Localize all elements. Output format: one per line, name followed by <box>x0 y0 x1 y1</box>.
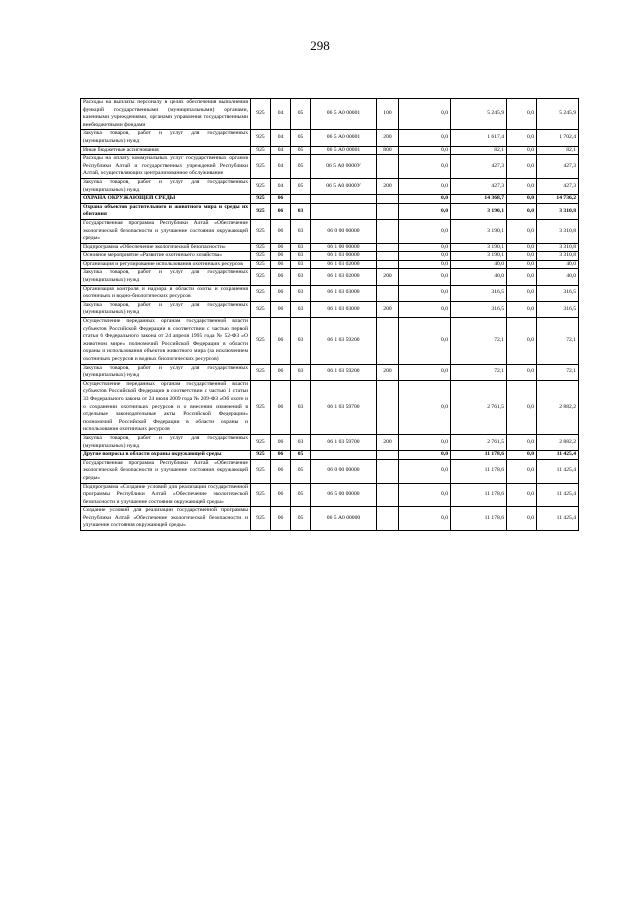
row-name-cell: Закупка товаров, работ и услуг для государственных (муниципальных) нужд <box>81 130 251 146</box>
table-row <box>81 507 579 531</box>
subsection-cell: 03 <box>291 269 311 285</box>
subsection-cell: 05 <box>291 483 311 507</box>
table-row <box>81 380 579 434</box>
amount-3-cell: 0,0 <box>507 269 537 285</box>
amount-3-cell: 0,0 <box>507 130 537 146</box>
amount-4-cell: 427,3 <box>537 155 579 179</box>
amount-1-cell: 0,0 <box>399 155 451 179</box>
budget-table <box>80 98 579 531</box>
expense-type-cell: 200 <box>377 178 399 194</box>
amount-4-cell: 11 425,4 <box>537 507 579 531</box>
amount-1-cell: 0,0 <box>399 195 451 204</box>
section-cell: 04 <box>271 178 291 194</box>
amount-2-cell: 2 761,5 <box>451 380 507 434</box>
section-cell: 04 <box>271 155 291 179</box>
subsection-cell: 03 <box>291 301 311 317</box>
amount-2-cell: 3 190,1 <box>451 219 507 243</box>
section-cell: 06 <box>271 483 291 507</box>
subsection-cell <box>291 195 311 204</box>
grbs-cell: 925 <box>251 434 271 450</box>
expense-type-cell <box>377 459 399 483</box>
amount-3-cell: 0,0 <box>507 219 537 243</box>
amount-3-cell: 0,0 <box>507 146 537 155</box>
subsection-cell: 05 <box>291 459 311 483</box>
amount-1-cell: 0,0 <box>399 434 451 450</box>
amount-1-cell: 0,0 <box>399 285 451 301</box>
expense-type-cell: 800 <box>377 146 399 155</box>
table-row <box>81 219 579 243</box>
subsection-cell: 05 <box>291 155 311 179</box>
amount-4-cell: 316,5 <box>537 285 579 301</box>
row-name-cell: Расходы на выплаты персоналу в целях обеспечения выполнения функций государственными (муниципальными) органами, казенными учреждениями, органами управления государственными внебюджетными фондами <box>81 99 251 130</box>
grbs-cell: 925 <box>251 301 271 317</box>
subsection-cell: 03 <box>291 434 311 450</box>
amount-2-cell: 72,1 <box>451 318 507 365</box>
section-cell: 06 <box>271 459 291 483</box>
amount-1-cell: 0,0 <box>399 130 451 146</box>
amount-4-cell: 40,0 <box>537 260 579 269</box>
table-row <box>81 285 579 301</box>
target-article-cell: 06 0 00 00000 <box>311 459 377 483</box>
amount-1-cell: 0,0 <box>399 203 451 219</box>
grbs-cell: 925 <box>251 146 271 155</box>
amount-4-cell: 316,5 <box>537 301 579 317</box>
amount-3-cell: 0,0 <box>507 260 537 269</box>
amount-1-cell: 0,0 <box>399 260 451 269</box>
target-article-cell: 06 1 03 59700 <box>311 434 377 450</box>
row-name-cell: Осуществление переданных органам государственной власти субъектов Российской Федерации в соответствии с частью первой статьи 6 Федерального закона от 24 апреля 1995 года № 52-ФЗ «О животном мире» полномочий Российской Федерации в области охраны и использования объектов животного мира (за исключением охотничьих ресурсов и водных биологических ресурсов) <box>81 318 251 365</box>
subsection-cell: 03 <box>291 318 311 365</box>
amount-1-cell: 0,0 <box>399 318 451 365</box>
grbs-cell: 925 <box>251 252 271 261</box>
table-row <box>81 243 579 252</box>
section-cell: 04 <box>271 99 291 130</box>
amount-2-cell: 11 178,6 <box>451 483 507 507</box>
section-cell: 04 <box>271 146 291 155</box>
amount-1-cell: 0,0 <box>399 146 451 155</box>
amount-4-cell: 3 310,8 <box>537 243 579 252</box>
target-article-cell: 06 5 00 00000 <box>311 483 377 507</box>
amount-4-cell: 11 425,4 <box>537 451 579 460</box>
amount-4-cell: 14 736,2 <box>537 195 579 204</box>
grbs-cell: 925 <box>251 219 271 243</box>
grbs-cell: 925 <box>251 459 271 483</box>
target-article-cell: 06 1 03 59700 <box>311 380 377 434</box>
subsection-cell: 05 <box>291 507 311 531</box>
grbs-cell: 925 <box>251 451 271 460</box>
amount-4-cell: 1 702,4 <box>537 130 579 146</box>
subsection-cell: 03 <box>291 260 311 269</box>
amount-1-cell: 0,0 <box>399 459 451 483</box>
row-name-cell: Основное мероприятие «Развитие охотничьего хозяйства» <box>81 252 251 261</box>
grbs-cell: 925 <box>251 99 271 130</box>
expense-type-cell <box>377 318 399 365</box>
amount-4-cell: 72,1 <box>537 364 579 380</box>
table-row <box>81 252 579 261</box>
table-row <box>81 260 579 269</box>
amount-4-cell: 427,3 <box>537 178 579 194</box>
section-cell: 06 <box>271 219 291 243</box>
grbs-cell: 925 <box>251 269 271 285</box>
subsection-cell: 05 <box>291 146 311 155</box>
amount-3-cell: 0,0 <box>507 318 537 365</box>
amount-3-cell: 0,0 <box>507 203 537 219</box>
amount-3-cell: 0,0 <box>507 195 537 204</box>
section-cell: 06 <box>271 203 291 219</box>
table-row <box>81 155 579 179</box>
amount-2-cell: 11 178,6 <box>451 459 507 483</box>
table-row <box>81 451 579 460</box>
section-cell: 06 <box>271 364 291 380</box>
amount-4-cell: 2 882,2 <box>537 434 579 450</box>
table-row <box>81 269 579 285</box>
section-cell: 06 <box>271 380 291 434</box>
amount-2-cell: 316,5 <box>451 285 507 301</box>
amount-3-cell: 0,0 <box>507 155 537 179</box>
subsection-cell: 05 <box>291 99 311 130</box>
grbs-cell: 925 <box>251 178 271 194</box>
row-name-cell: Организация и регулирование использования охотничьих ресурсов <box>81 260 251 269</box>
amount-2-cell: 316,5 <box>451 301 507 317</box>
amount-2-cell: 40,0 <box>451 260 507 269</box>
amount-3-cell: 0,0 <box>507 301 537 317</box>
section-cell: 06 <box>271 260 291 269</box>
grbs-cell: 925 <box>251 195 271 204</box>
target-article-cell: 06 1 00 00000 <box>311 243 377 252</box>
expense-type-cell <box>377 252 399 261</box>
target-article-cell: 06 1 03 59200 <box>311 364 377 380</box>
expense-type-cell <box>377 219 399 243</box>
section-cell: 06 <box>271 301 291 317</box>
subsection-cell: 05 <box>291 130 311 146</box>
amount-4-cell: 5 245,9 <box>537 99 579 130</box>
amount-1-cell: 0,0 <box>399 219 451 243</box>
section-cell: 06 <box>271 243 291 252</box>
expense-type-cell <box>377 155 399 179</box>
grbs-cell: 925 <box>251 155 271 179</box>
expense-type-cell <box>377 507 399 531</box>
table-row <box>81 434 579 450</box>
expense-type-cell: 200 <box>377 269 399 285</box>
section-cell: 04 <box>271 130 291 146</box>
amount-3-cell: 0,0 <box>507 99 537 130</box>
table-row <box>81 301 579 317</box>
amount-4-cell: 2 882,2 <box>537 380 579 434</box>
grbs-cell: 925 <box>251 243 271 252</box>
section-cell: 06 <box>271 434 291 450</box>
grbs-cell: 925 <box>251 260 271 269</box>
expense-type-cell: 200 <box>377 130 399 146</box>
section-cell: 06 <box>271 507 291 531</box>
expense-type-cell: 200 <box>377 434 399 450</box>
amount-3-cell: 0,0 <box>507 451 537 460</box>
row-name-cell: Государственная программа Республики Алтай «Обеспечение экологической безопасности и улучшение состояния окружающей среды» <box>81 459 251 483</box>
row-name-cell: Создание условий для реализации государственной программы Республики Алтай «Обеспечение экологической безопасности и улучшение состояния окружающей среды» <box>81 507 251 531</box>
row-name-cell: Закупка товаров, работ и услуг для государственных (муниципальных) нужд <box>81 269 251 285</box>
row-name-cell: Организация контроля и надзора в области охоты и сохранения охотничьих и водно-биологических ресурсов <box>81 285 251 301</box>
table-row <box>81 364 579 380</box>
amount-2-cell: 3 190,1 <box>451 243 507 252</box>
grbs-cell: 925 <box>251 318 271 365</box>
table-row <box>81 318 579 365</box>
amount-2-cell: 11 178,6 <box>451 507 507 531</box>
grbs-cell: 925 <box>251 364 271 380</box>
amount-2-cell: 427,3 <box>451 155 507 179</box>
row-name-cell: Другие вопросы в области охраны окружающей среды <box>81 451 251 460</box>
grbs-cell: 925 <box>251 483 271 507</box>
amount-1-cell: 0,0 <box>399 483 451 507</box>
expense-type-cell <box>377 451 399 460</box>
amount-3-cell: 0,0 <box>507 364 537 380</box>
row-name-cell: Иные бюджетные ассигнования <box>81 146 251 155</box>
target-article-cell: 06 5 А0 00001 <box>311 130 377 146</box>
section-cell: 06 <box>271 195 291 204</box>
subsection-cell: 05 <box>291 178 311 194</box>
section-cell: 06 <box>271 318 291 365</box>
table-body <box>81 99 579 531</box>
subsection-cell: 05 <box>291 451 311 460</box>
expense-type-cell <box>377 285 399 301</box>
grbs-cell: 925 <box>251 130 271 146</box>
amount-4-cell: 11 425,4 <box>537 459 579 483</box>
table-row <box>81 146 579 155</box>
target-article-cell: 06 5 А0 00001 <box>311 146 377 155</box>
amount-3-cell: 0,0 <box>507 285 537 301</box>
amount-4-cell: 82,1 <box>537 146 579 155</box>
expense-type-cell <box>377 243 399 252</box>
table-row <box>81 203 579 219</box>
target-article-cell: 06 1 03 02000 <box>311 260 377 269</box>
amount-1-cell: 0,0 <box>399 364 451 380</box>
amount-4-cell: 72,1 <box>537 318 579 365</box>
row-name-cell: Расходы на оплату коммунальных услуг государственных органов Республики Алтай и государственных учреждений Республики Алтай, осуществляющих централизованное обслуживание <box>81 155 251 179</box>
section-cell: 06 <box>271 285 291 301</box>
amount-4-cell: 40,0 <box>537 269 579 285</box>
amount-1-cell: 0,0 <box>399 301 451 317</box>
subsection-cell: 03 <box>291 252 311 261</box>
amount-1-cell: 0,0 <box>399 507 451 531</box>
amount-3-cell: 0,0 <box>507 483 537 507</box>
amount-4-cell: 3 310,8 <box>537 219 579 243</box>
target-article-cell: 06 5 А0 0000У <box>311 178 377 194</box>
section-cell: 06 <box>271 252 291 261</box>
grbs-cell: 925 <box>251 380 271 434</box>
table-row <box>81 483 579 507</box>
subsection-cell: 03 <box>291 219 311 243</box>
table-row <box>81 99 579 130</box>
amount-2-cell: 3 190,1 <box>451 203 507 219</box>
amount-3-cell: 0,0 <box>507 380 537 434</box>
subsection-cell: 03 <box>291 364 311 380</box>
row-name-cell: ОХРАНА ОКРУЖАЮЩЕЙ СРЕДЫ <box>81 195 251 204</box>
amount-2-cell: 2 761,5 <box>451 434 507 450</box>
grbs-cell: 925 <box>251 507 271 531</box>
target-article-cell <box>311 195 377 204</box>
table-row <box>81 459 579 483</box>
amount-2-cell: 14 368,7 <box>451 195 507 204</box>
page-number: 298 <box>310 38 330 53</box>
amount-3-cell: 0,0 <box>507 459 537 483</box>
amount-1-cell: 0,0 <box>399 269 451 285</box>
target-article-cell: 06 0 00 00000 <box>311 219 377 243</box>
table-row <box>81 130 579 146</box>
amount-2-cell: 3 190,1 <box>451 252 507 261</box>
amount-1-cell: 0,0 <box>399 243 451 252</box>
amount-3-cell: 0,0 <box>507 243 537 252</box>
amount-4-cell: 11 425,4 <box>537 483 579 507</box>
table-row <box>81 178 579 194</box>
row-name-cell: Закупка товаров, работ и услуг для государственных (муниципальных) нужд <box>81 434 251 450</box>
target-article-cell: 06 1 03 03000 <box>311 301 377 317</box>
target-article-cell: 06 5 А0 0000У <box>311 155 377 179</box>
amount-4-cell: 3 310,8 <box>537 203 579 219</box>
amount-3-cell: 0,0 <box>507 507 537 531</box>
target-article-cell: 06 1 03 00000 <box>311 252 377 261</box>
expense-type-cell <box>377 195 399 204</box>
amount-2-cell: 1 617,4 <box>451 130 507 146</box>
expense-type-cell <box>377 260 399 269</box>
amount-2-cell: 72,1 <box>451 364 507 380</box>
expense-type-cell: 200 <box>377 301 399 317</box>
amount-1-cell: 0,0 <box>399 99 451 130</box>
amount-3-cell: 0,0 <box>507 434 537 450</box>
target-article-cell <box>311 451 377 460</box>
expense-type-cell: 200 <box>377 364 399 380</box>
section-cell: 06 <box>271 451 291 460</box>
grbs-cell: 925 <box>251 285 271 301</box>
expense-type-cell: 100 <box>377 99 399 130</box>
row-name-cell: Закупка товаров, работ и услуг для государственных (муниципальных) нужд <box>81 364 251 380</box>
expense-type-cell <box>377 380 399 434</box>
subsection-cell: 03 <box>291 243 311 252</box>
table-row <box>81 195 579 204</box>
target-article-cell: 06 5 А0 00001 <box>311 99 377 130</box>
subsection-cell: 03 <box>291 203 311 219</box>
amount-1-cell: 0,0 <box>399 178 451 194</box>
row-name-cell: Закупка товаров, работ и услуг для государственных (муниципальных) нужд <box>81 178 251 194</box>
target-article-cell: 06 5 А0 00000 <box>311 507 377 531</box>
amount-1-cell: 0,0 <box>399 252 451 261</box>
row-name-cell: Охрана объектов растительного и животного мира и среды их обитания <box>81 203 251 219</box>
row-name-cell: Подпрограмма «Создание условий для реализации государственной программы Республики Алтай «Обеспечение экологической безопасности и улучшение состояния окружающей среды» <box>81 483 251 507</box>
subsection-cell: 03 <box>291 380 311 434</box>
amount-2-cell: 40,0 <box>451 269 507 285</box>
row-name-cell: Закупка товаров, работ и услуг для государственных (муниципальных) нужд <box>81 301 251 317</box>
amount-2-cell: 82,1 <box>451 146 507 155</box>
expense-type-cell <box>377 203 399 219</box>
row-name-cell: Подпрограмма «Обеспечение экологической безопасности» <box>81 243 251 252</box>
amount-2-cell: 427,3 <box>451 178 507 194</box>
target-article-cell: 06 1 03 03000 <box>311 285 377 301</box>
amount-1-cell: 0,0 <box>399 380 451 434</box>
amount-3-cell: 0,0 <box>507 178 537 194</box>
target-article-cell <box>311 203 377 219</box>
section-cell: 06 <box>271 269 291 285</box>
row-name-cell: Государственная программа Республики Алтай «Обеспечение экологической безопасности и улучшение состояния окружающей среды» <box>81 219 251 243</box>
amount-4-cell: 3 310,8 <box>537 252 579 261</box>
amount-2-cell: 11 178,6 <box>451 451 507 460</box>
expense-type-cell <box>377 483 399 507</box>
amount-2-cell: 5 245,9 <box>451 99 507 130</box>
amount-3-cell: 0,0 <box>507 252 537 261</box>
amount-1-cell: 0,0 <box>399 451 451 460</box>
target-article-cell: 06 1 03 02000 <box>311 269 377 285</box>
row-name-cell: Осуществление переданных органам государственной власти субъектов Российской Федерации в соответствии с частью 1 статьи 33 Федерального закона от 24 июля 2009 года № 209-ФЗ «Об охоте и о сохранении охотничьих ресурсов и о внесении изменений в отдельные законодательные акты Российской Федерации» полномочий Российской Федерации в области охраны и использования охотничьих ресурсов <box>81 380 251 434</box>
target-article-cell: 06 1 03 59200 <box>311 318 377 365</box>
subsection-cell: 03 <box>291 285 311 301</box>
grbs-cell: 925 <box>251 203 271 219</box>
